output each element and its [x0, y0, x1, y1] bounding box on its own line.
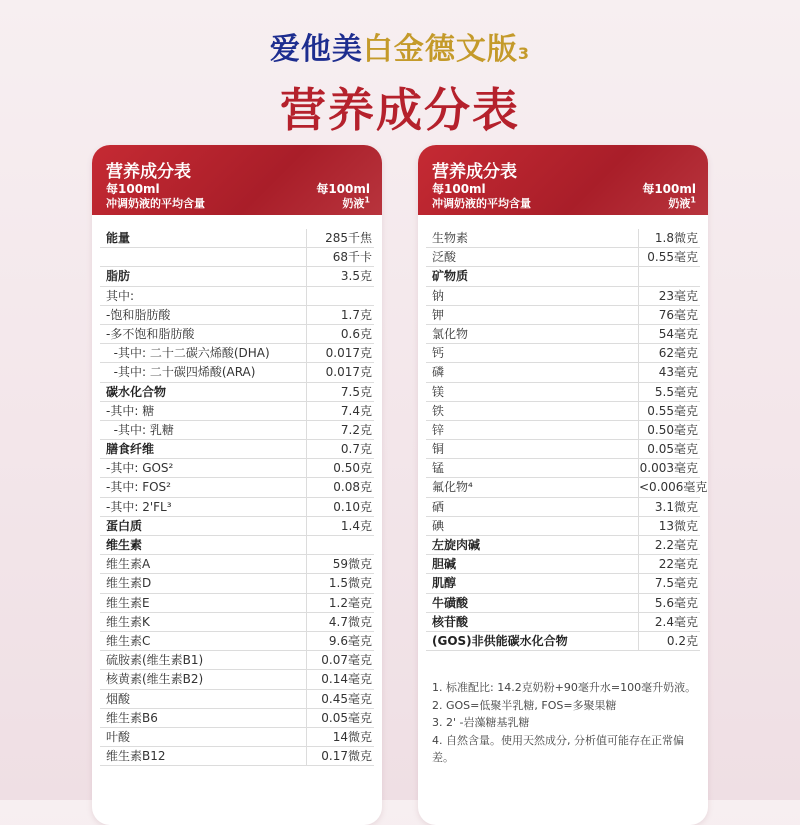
- nutrient-value: 0.10克: [306, 498, 374, 516]
- nutrient-value: 0.55毫克: [638, 402, 700, 420]
- nutrient-value: 3.1微克: [638, 498, 700, 516]
- table-row: [100, 670, 374, 689]
- table-row: [426, 267, 700, 286]
- nutrient-name: 其中:: [106, 288, 135, 303]
- header-per-100ml-left: 每100ml: [432, 182, 486, 196]
- table-row: [100, 325, 374, 344]
- nutrient-name: 锰: [432, 461, 445, 476]
- nutrient-value: 54毫克: [638, 325, 700, 343]
- nutrient-name: 磷: [432, 365, 445, 380]
- table-row: [426, 536, 700, 555]
- nutrient-name: 核苷酸: [432, 614, 469, 629]
- footnote-line: 差。: [432, 751, 454, 764]
- nutrient-name: 硫胺素(维生素B1): [106, 653, 204, 668]
- nutrient-value: 23毫克: [638, 287, 700, 305]
- nutrient-name: (GOS)非供能碳水化合物: [432, 633, 568, 648]
- nutrient-name: 铜: [432, 442, 445, 457]
- nutrient-value: 0.50克: [306, 459, 374, 477]
- nutrient-value: 0.17微克: [306, 747, 374, 765]
- nutrient-name: 钾: [432, 307, 445, 322]
- nutrient-name: 泛酸: [432, 250, 457, 265]
- nutrient-value: 59微克: [306, 555, 374, 573]
- header-milk-label: 奶液: [668, 197, 691, 210]
- table-row: [100, 402, 374, 421]
- table-row: [100, 574, 374, 593]
- table-row: [100, 459, 374, 478]
- table-row: [100, 651, 374, 670]
- table-row: [100, 363, 374, 382]
- nutrient-value: 5.6毫克: [638, 594, 700, 612]
- nutrient-name: 核黄素(维生素B2): [106, 672, 204, 687]
- nutrient-name: -饱和脂肪酸: [106, 307, 171, 322]
- nutrient-value: [306, 287, 374, 305]
- table-row: [100, 383, 374, 402]
- table-row: [100, 536, 374, 555]
- nutrient-value: 2.4毫克: [638, 613, 700, 631]
- nutrient-value: 4.7微克: [306, 613, 374, 631]
- nutrient-value: 0.55毫克: [638, 248, 700, 266]
- table-row: [100, 690, 374, 709]
- table-row: [100, 440, 374, 459]
- nutrient-name: 生物素: [432, 231, 469, 245]
- footnote-line: 2. GOS=低聚半乳糖, FOS=多聚果糖: [432, 698, 617, 712]
- nutrient-value: 22毫克: [638, 555, 700, 573]
- table-row: [100, 287, 374, 306]
- nutrient-value: 62毫克: [638, 344, 700, 362]
- table-row: [426, 325, 700, 344]
- nutrient-value: [638, 267, 700, 285]
- brand-edition: 白金德文版: [362, 32, 518, 67]
- nutrient-value: 0.017克: [306, 363, 374, 381]
- table-row: [100, 478, 374, 497]
- nutrient-value: 43毫克: [638, 363, 700, 381]
- nutrient-value: 7.2克: [306, 421, 374, 439]
- nutrient-value: 1.5微克: [306, 574, 374, 592]
- nutrient-name: 碳水化合物: [106, 384, 167, 399]
- nutrient-value: 13微克: [638, 517, 700, 535]
- header-per-100ml-right: 每100ml: [316, 182, 370, 196]
- table-row: [426, 306, 700, 325]
- nutrient-name: 叶酸: [106, 729, 131, 744]
- page-title: 营养成分表: [280, 83, 520, 137]
- nutrient-name: 蛋白质: [106, 518, 143, 533]
- nutrient-value: 0.50毫克: [638, 421, 700, 439]
- nutrient-value: 7.5克: [306, 383, 374, 401]
- table-row: [100, 747, 374, 766]
- brand-logo: [0, 24, 800, 68]
- table-row: [426, 498, 700, 517]
- nutrient-value: 0.003毫克: [638, 459, 700, 477]
- nutrient-value: 0.05毫克: [306, 709, 374, 727]
- table-row: [100, 555, 374, 574]
- nutrient-name: 维生素B12: [106, 749, 166, 764]
- nutrient-name: 维生素C: [106, 633, 151, 648]
- nutrient-name: 锌: [432, 422, 445, 437]
- nutrient-value: 14微克: [306, 728, 374, 746]
- nutrition-table-right: [426, 229, 708, 651]
- nutrient-name: 维生素B6: [106, 710, 158, 725]
- nutrient-name: -其中: 乳糖: [106, 422, 174, 437]
- nutrient-value: 5.5毫克: [638, 383, 700, 401]
- nutrient-value: 3.5克: [306, 267, 374, 285]
- nutrient-value: 0.017克: [306, 344, 374, 362]
- nutrient-value: 1.2毫克: [306, 594, 374, 612]
- nutrient-value: 285千焦: [306, 229, 374, 247]
- header-prepared-average: 冲调奶液的平均含量: [106, 197, 205, 210]
- nutrient-value: <0.006毫克: [638, 478, 708, 496]
- table-row: [426, 363, 700, 382]
- nutrient-name: 钙: [432, 346, 445, 361]
- nutrition-card-left: [92, 145, 382, 825]
- nutrient-name: 维生素E: [106, 595, 150, 610]
- nutrient-name: 维生素K: [106, 614, 150, 629]
- table-row: [100, 632, 374, 651]
- nutrient-name: -其中: 糖: [106, 403, 155, 418]
- footnote-line: 4. 自然含量。使用天然成分, 分析值可能存在正常偏: [432, 733, 684, 747]
- brand-name: 爱他美: [269, 32, 363, 67]
- nutrient-name: 硒: [432, 499, 445, 514]
- table-row: [426, 555, 700, 574]
- table-row: [426, 229, 700, 248]
- nutrient-value: 76毫克: [638, 306, 700, 324]
- card-header: [92, 145, 382, 215]
- nutrient-value: 0.07毫克: [306, 651, 374, 669]
- nutrient-value: 2.2毫克: [638, 536, 700, 554]
- table-row: [100, 229, 374, 248]
- nutrient-name: -多不饱和脂肪酸: [106, 326, 195, 341]
- table-row: [426, 440, 700, 459]
- nutrient-value: 0.2克: [638, 632, 700, 650]
- header-per-100ml-left: 每100ml: [106, 182, 160, 196]
- nutrient-name: 牛磺酸: [432, 595, 469, 610]
- nutrient-name: [100, 248, 306, 266]
- nutrient-value: 68千卡: [306, 248, 374, 266]
- nutrient-name: 膳食纤维: [106, 442, 155, 457]
- nutrient-name: 矿物质: [432, 269, 469, 284]
- table-row: [426, 632, 700, 651]
- table-row: [426, 287, 700, 306]
- nutrient-value: 9.6毫克: [306, 632, 374, 650]
- table-row: [426, 478, 708, 497]
- table-row: [426, 402, 700, 421]
- brand-stage: 3: [517, 44, 531, 63]
- nutrient-name: 能量: [106, 231, 131, 245]
- table-row: [100, 517, 374, 536]
- nutrient-value: 0.6克: [306, 325, 374, 343]
- table-row: [100, 728, 374, 747]
- header-milk-liquid: [342, 195, 370, 211]
- table-row: [426, 613, 700, 632]
- footnote-line: 3. 2' -岩藻糖基乳糖: [432, 716, 530, 729]
- table-row: [100, 613, 374, 632]
- nutrient-value: 0.45毫克: [306, 690, 374, 708]
- card-title: 营养成分表: [106, 162, 191, 182]
- nutrient-name: 肌醇: [432, 576, 457, 591]
- header-milk-label: 奶液: [342, 197, 365, 210]
- footnote-line: 1. 标准配比: 14.2克奶粉+90毫升水=100毫升奶液。: [432, 681, 697, 694]
- header-footnote-mark: 1: [364, 195, 370, 205]
- nutrient-name: 镁: [432, 384, 445, 399]
- nutrient-name: -其中: 二十二碳六烯酸(DHA): [106, 346, 270, 361]
- nutrient-value: 1.8微克: [638, 229, 700, 247]
- table-row: [426, 517, 700, 536]
- table-row: [426, 421, 700, 440]
- table-row: [100, 306, 374, 325]
- nutrient-name: 碘: [432, 518, 445, 533]
- nutrient-name: 脂肪: [106, 269, 131, 284]
- table-row: [100, 248, 374, 267]
- table-row: [426, 248, 700, 267]
- nutrient-name: 氯化物: [432, 326, 469, 341]
- table-row: [426, 594, 700, 613]
- nutrient-value: 0.05毫克: [638, 440, 700, 458]
- table-row: [426, 459, 700, 478]
- nutrition-table-left: [100, 229, 374, 766]
- table-row: [100, 594, 374, 613]
- header-per-100ml-right: 每100ml: [642, 182, 696, 196]
- nutrient-name: 氟化物⁴: [432, 480, 473, 495]
- nutrient-name: 左旋肉碱: [432, 538, 481, 552]
- nutrient-name: 维生素D: [106, 576, 152, 591]
- nutrient-name: 维生素A: [106, 557, 151, 572]
- table-row: [426, 383, 700, 402]
- nutrient-name: -其中: GOS²: [106, 461, 174, 476]
- table-row: [100, 344, 374, 363]
- header-milk-liquid: [668, 195, 696, 211]
- nutrient-name: 烟酸: [106, 691, 131, 706]
- nutrient-name: 维生素: [106, 538, 143, 552]
- nutrient-name: 铁: [432, 403, 445, 418]
- table-row: [426, 574, 700, 593]
- nutrient-value: 7.4克: [306, 402, 374, 420]
- table-row: [100, 709, 374, 728]
- nutrient-name: -其中: 二十碳四烯酸(ARA): [106, 365, 256, 380]
- nutrient-name: -其中: FOS²: [106, 480, 171, 495]
- card-title: 营养成分表: [432, 162, 517, 182]
- header-prepared-average: 冲调奶液的平均含量: [432, 197, 531, 210]
- nutrient-value: [306, 536, 374, 554]
- card-header: [418, 145, 708, 215]
- header-footnote-mark: 1: [690, 195, 696, 205]
- nutrient-value: 1.4克: [306, 517, 374, 535]
- nutrient-value: 0.7克: [306, 440, 374, 458]
- nutrient-value: 7.5毫克: [638, 574, 700, 592]
- nutrition-card-right: [418, 145, 708, 825]
- table-row: [100, 421, 374, 440]
- nutrient-name: -其中: 2'FL³: [106, 499, 172, 514]
- table-row: [100, 498, 374, 517]
- nutrient-value: 0.14毫克: [306, 670, 374, 688]
- nutrient-value: 0.08克: [306, 478, 374, 496]
- nutrient-name: 胆碱: [432, 557, 457, 572]
- nutrient-value: 1.7克: [306, 306, 374, 324]
- table-row: [426, 344, 700, 363]
- nutrient-name: 钠: [432, 288, 445, 303]
- footnotes: [432, 679, 700, 767]
- table-row: [100, 267, 374, 286]
